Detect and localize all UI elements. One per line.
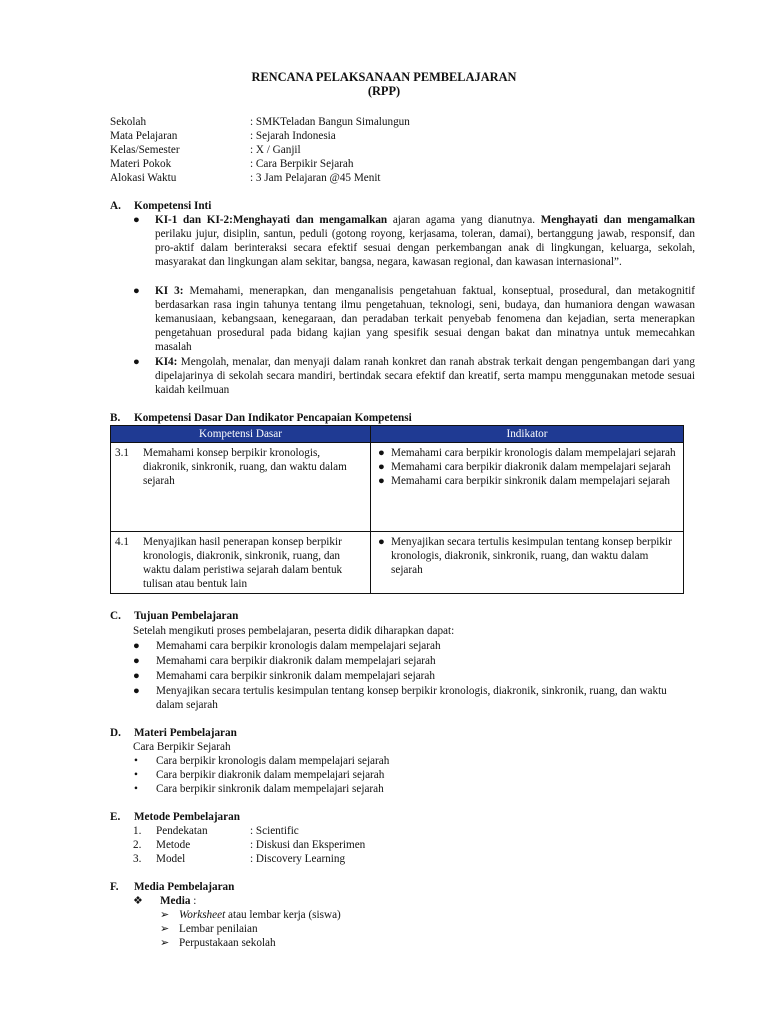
method-value: : Discovery Learning [250,853,346,865]
list-item: Memahami cara berpikir diakronik dalam mempelajari sejarah [156,655,436,667]
section-b-heading [110,411,412,425]
method-number: 1. [133,825,142,837]
kd-number: 4.1 [115,536,129,548]
indikator-text: Memahami cara berpikir kronologis dalam mempelajari sejarah [391,447,676,459]
section-title: Kompetensi Inti [134,200,212,212]
section-title: Metode Pembelajaran [134,811,240,823]
section-letter: E. [110,811,121,823]
indikator-text: Memahami cara berpikir diakronik dalam mempelajari sejarah [391,461,671,473]
section-e-heading [110,810,240,824]
bullet-icon: ● [133,285,140,297]
indikator-text: Menyajikan secara tertulis kesimpulan tentang konsep berpikir kronologis, diakronik, sinkronik, ruang, dan waktu dalam sejarah [391,536,672,576]
bullet-icon: ● [133,655,140,667]
ki-text: Mengolah, menalar, dan menyaji dalam ranah konkret dan ranah abstrak terkait dengan pengembangan dari yang dipelajarinya di sekolah secara mandiri, bertindak secara efektif dan kreatif, serta mampu menggunakan metode sesuai kaidah keilmuan [155,356,695,396]
worksheet-term: Worksheet [179,909,226,921]
bullet-icon: • [134,769,138,781]
kd-text: Memahami konsep berpikir kronologis, diakronik, sinkronik, ruang, dan waktu dalam sejarah [143,447,347,487]
ki-4-paragraph [155,355,695,397]
list-item: Cara berpikir kronologis dalam mempelajari sejarah [156,755,390,767]
list-item: Memahami cara berpikir kronologis dalam mempelajari sejarah [156,640,441,652]
section-letter: A. [110,200,121,212]
ki-text: Memahami, menerapkan, dan menganalisis pengetahuan faktual, konseptual, prosedural, dan metakognitif berdasarkan rasa ingin tahunya tentang ilmu pengetahuan, teknologi, seni, budaya, dan humaniora dengan wawasan kemanusiaan, kebangsaan, kenegaraan, dan peradaban terkait penyebab fenomena dan kejadian, serta menerapkan pengetahuan prosedural pada bidang kajian yang spesifik sesuai dengan bakat dan minatnya untuk memecahkan masalah [155,285,695,353]
identity-label: Sekolah [110,116,147,128]
identity-value: : Cara Berpikir Sejarah [250,158,354,170]
bullet-icon: ● [378,475,385,487]
bullet-icon: ● [378,536,385,548]
section-f-heading [110,880,234,894]
section-c-intro: Setelah mengikuti proses pembelajaran, peserta didik diharapkan dapat: [133,625,455,637]
bullet-icon: ● [133,670,140,682]
section-title: Materi Pembelajaran [134,727,237,739]
method-number: 3. [133,853,142,865]
identity-label: Kelas/Semester [110,144,180,156]
ki-label: KI4: [155,356,178,368]
bullet-icon: ● [133,214,140,226]
list-item: Memahami cara berpikir sinkronik dalam mempelajari sejarah [156,670,435,682]
method-value: : Diskusi dan Eksperimen [250,839,366,851]
list-item: Cara berpikir sinkronik dalam mempelajari sejarah [156,783,384,795]
section-d-intro: Cara Berpikir Sejarah [133,741,231,753]
identity-value: : Sejarah Indonesia [250,130,336,142]
method-value: : Scientific [250,825,299,837]
identity-label: Materi Pokok [110,158,172,170]
arrow-bullet-icon: ➢ [160,937,170,949]
identity-value: : SMKTeladan Bangun Simalungun [250,116,410,128]
bullet-icon: ● [133,685,140,697]
list-item [375,474,679,488]
list-item: Lembar penilaian [179,923,258,935]
kompetensi-table [110,425,684,594]
list-item [375,460,679,474]
section-a-heading [110,199,211,213]
arrow-bullet-icon: ➢ [160,909,170,921]
table-row [111,532,684,594]
section-title: Kompetensi Dasar Dan Indikator Pencapaian Kompetensi [134,412,412,424]
section-title: Media Pembelajaran [134,881,235,893]
ki-1-2-paragraph [155,213,695,269]
ki-text: ajaran agama yang dianutnya. [387,214,541,226]
table-header-kd: Kompetensi Dasar [111,426,371,443]
arrow-bullet-icon: ➢ [160,923,170,935]
bullet-icon: • [134,783,138,795]
document-title: RENCANA PELAKSANAAN PEMBELAJARAN [251,70,517,84]
method-label: Metode [156,839,191,851]
ki-label: KI-1 dan KI-2:Menghayati dan mengamalkan [155,214,388,226]
indikator-cell [371,532,684,594]
list-item: Menyajikan secara tertulis kesimpulan tentang konsep berpikir kronologis, diakronik, sinkronik, ruang, dan waktu dalam sejarah [156,685,667,711]
media-label: Media [160,895,191,907]
kd-cell [111,443,371,532]
ki-3-paragraph [155,284,695,354]
section-letter: B. [110,412,121,424]
section-letter: F. [110,881,119,893]
kd-text: Menyajikan hasil penerapan konsep berpikir kronologis, diakronik, sinkronik, ruang, dan waktu dalam peristiwa sejarah dalam bentuk tulisan atau bentuk lain [143,536,343,590]
identity-value: : 3 Jam Pelajaran @45 Menit [250,172,381,184]
list-item [179,908,341,922]
section-c-heading [110,609,238,623]
identity-value: : X / Ganjil [250,144,301,156]
bullet-icon: • [134,755,138,767]
worksheet-text: atau lembar kerja (siswa) [225,909,341,921]
method-label: Model [156,853,186,865]
list-item [375,446,679,460]
media-heading [160,894,196,908]
bullet-icon: ● [378,447,385,459]
document-subtitle: (RPP) [367,84,401,98]
list-item: Cara berpikir diakronik dalam mempelajari sejarah [156,769,385,781]
identity-label: Mata Pelajaran [110,130,178,142]
bullet-icon: ● [378,461,385,473]
kd-number: 3.1 [115,447,129,459]
identity-label: Alokasi Waktu [110,172,177,184]
kd-cell [111,532,371,594]
method-number: 2. [133,839,142,851]
section-letter: C. [110,610,121,622]
diamond-bullet-icon: ❖ [133,895,144,907]
table-row [111,443,684,532]
table-header-row [111,426,684,443]
media-colon: : [190,895,197,907]
indikator-text: Memahami cara berpikir sinkronik dalam mempelajari sejarah [391,475,670,487]
bullet-icon: ● [133,356,140,368]
method-label: Pendekatan [156,825,208,837]
section-letter: D. [110,727,121,739]
section-d-heading [110,726,237,740]
list-item: Perpustakaan sekolah [179,937,276,949]
section-title: Tujuan Pembelajaran [134,610,239,622]
indikator-cell [371,443,684,532]
table-header-indikator: Indikator [371,426,684,443]
ki-emphasis: Menghayati dan mengamalkan [540,214,696,226]
bullet-icon: ● [133,640,140,652]
ki-text: perilaku jujur, disiplin, santun, peduli (gotong royong, kerjasama, toleran, damai), bertanggung jawab, responsif, dan pro-aktif dalam berinteraksi secara efektif sesuai dengan perkembangan anak di lingkungan, keluarga, sekolah, masyarakat dan lingkungan alam sekitar, bangsa, negara, kawasan regional, dan kawasan internasional”. [155,228,695,268]
list-item [375,535,679,577]
ki-label: KI 3: [155,285,184,297]
